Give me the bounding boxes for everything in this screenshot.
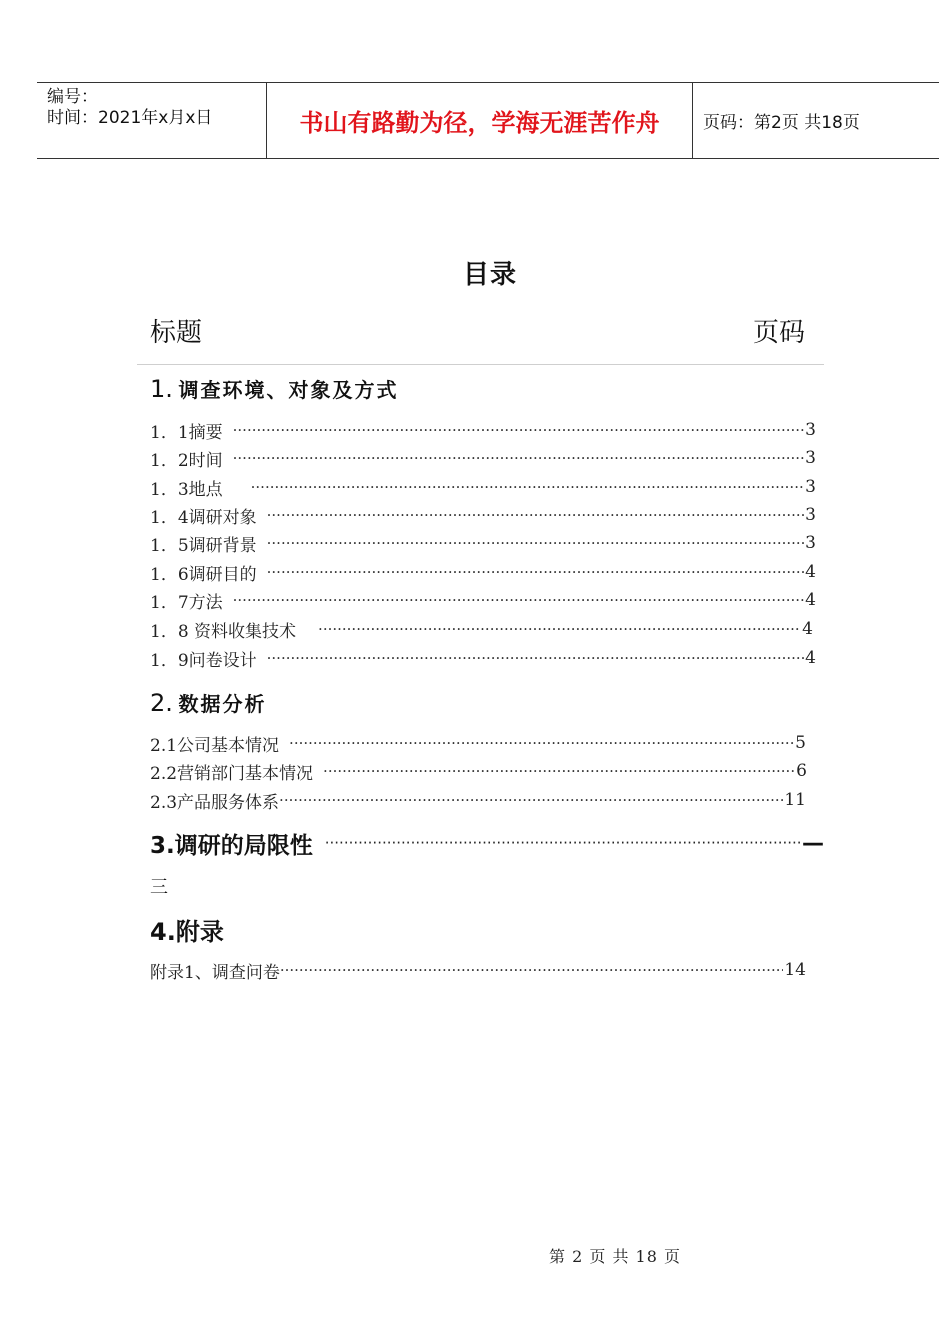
toc-divider <box>137 364 824 365</box>
toc-entry[interactable] <box>150 588 816 612</box>
toc-column-title: 标题 <box>150 318 203 348</box>
toc-entry-page: 3 <box>805 420 816 440</box>
toc-entry[interactable] <box>150 531 816 555</box>
toc-section-4-heading: 4.附录 <box>150 918 224 946</box>
toc-entry-page: 3 <box>805 533 816 553</box>
toc-entry[interactable] <box>150 759 807 783</box>
toc-entry-leader <box>313 834 802 852</box>
toc-entry-label: 附录1、调查问卷 <box>150 962 280 983</box>
toc-entry-page: 11 <box>784 790 806 810</box>
header-page-info: 页码：第2页 共18页 <box>703 113 860 133</box>
toc-entry-label: 1．3地点 <box>150 479 223 500</box>
header-number-label: 编号： <box>47 87 98 107</box>
toc-column-headers <box>150 312 805 352</box>
document-header <box>37 82 939 159</box>
page-footer: 第 2 页 共 18 页 <box>549 1247 681 1266</box>
toc-title: 目录 <box>462 260 517 290</box>
toc-entry-leader <box>257 649 805 667</box>
toc-entry-leader <box>279 791 783 809</box>
toc-section-3-page: — <box>802 830 824 856</box>
toc-entry[interactable] <box>150 475 816 499</box>
toc-section-2-heading <box>150 688 266 717</box>
toc-entry[interactable] <box>150 446 816 470</box>
toc-entry-label: 1．1摘要 <box>150 422 223 443</box>
toc-section-3-page-wrap: 三 <box>150 877 168 898</box>
toc-entry[interactable] <box>150 418 816 442</box>
toc-entry-leader <box>313 762 795 780</box>
toc-section-2-title: 数据分析 <box>178 692 267 716</box>
toc-entry-leader <box>257 534 805 552</box>
toc-entry-page: 4 <box>805 590 816 610</box>
toc-section-3-title: 3.调研的局限性 <box>150 832 313 859</box>
toc-entry-leader <box>257 563 805 581</box>
toc-entry-label: 1．9问卷设计 <box>150 650 257 671</box>
toc-entry[interactable] <box>150 617 813 641</box>
toc-entry-page: 3 <box>805 477 816 497</box>
toc-entry-leader <box>296 620 801 638</box>
toc-entry-leader <box>223 591 805 609</box>
toc-entry-page: 3 <box>805 505 816 525</box>
toc-entry-label: 2.2营销部门基本情况 <box>150 763 314 784</box>
toc-entry-label: 2.3产品服务体系 <box>150 792 280 813</box>
toc-entry[interactable] <box>150 731 806 755</box>
toc-section-3-entry[interactable] <box>150 828 824 858</box>
toc-entry-label: 2.1公司基本情况 <box>150 735 280 756</box>
toc-entry-page: 3 <box>805 448 816 468</box>
toc-entry[interactable] <box>150 958 806 982</box>
toc-entry-label: 1．6调研目的 <box>150 564 257 585</box>
header-motto: 书山有路勤为径，学海无涯苦作舟 <box>267 83 693 158</box>
header-meta-cell <box>37 83 267 158</box>
toc-entry-page: 4 <box>805 562 816 582</box>
toc-entry-label: 1．4调研对象 <box>150 507 257 528</box>
toc-entry-leader <box>279 734 794 752</box>
toc-column-page: 页码 <box>752 318 805 348</box>
toc-entry-label: 1．7方法 <box>150 592 223 613</box>
header-time-label: 时间：2021年x月x日 <box>47 108 213 128</box>
toc-section-2-number: 2. <box>150 689 173 717</box>
toc-entry-leader <box>257 506 805 524</box>
toc-entry[interactable] <box>150 646 816 670</box>
toc-section-1-title: 调查环境、对象及方式 <box>178 378 399 402</box>
toc-entry-label: 1．2时间 <box>150 450 223 471</box>
toc-entry[interactable] <box>150 788 806 812</box>
toc-entry-leader <box>223 421 805 439</box>
toc-entry-label: 1．5调研背景 <box>150 535 257 556</box>
toc-entry-label: 1．8 资料收集技术 <box>150 621 297 642</box>
toc-entry-page: 6 <box>796 761 807 781</box>
toc-entry-leader <box>223 449 805 467</box>
toc-entry-page: 5 <box>795 733 806 753</box>
toc-entry-page: 4 <box>805 648 816 668</box>
toc-entry[interactable] <box>150 503 816 527</box>
toc-section-1-heading <box>150 374 398 403</box>
toc-entry-leader <box>223 478 805 496</box>
toc-section-1-number: 1. <box>150 375 173 403</box>
toc-entry-page: 4 <box>802 619 813 639</box>
toc-entry-page: 14 <box>784 960 806 980</box>
toc-entry-leader <box>280 961 784 979</box>
toc-entry[interactable] <box>150 560 816 584</box>
